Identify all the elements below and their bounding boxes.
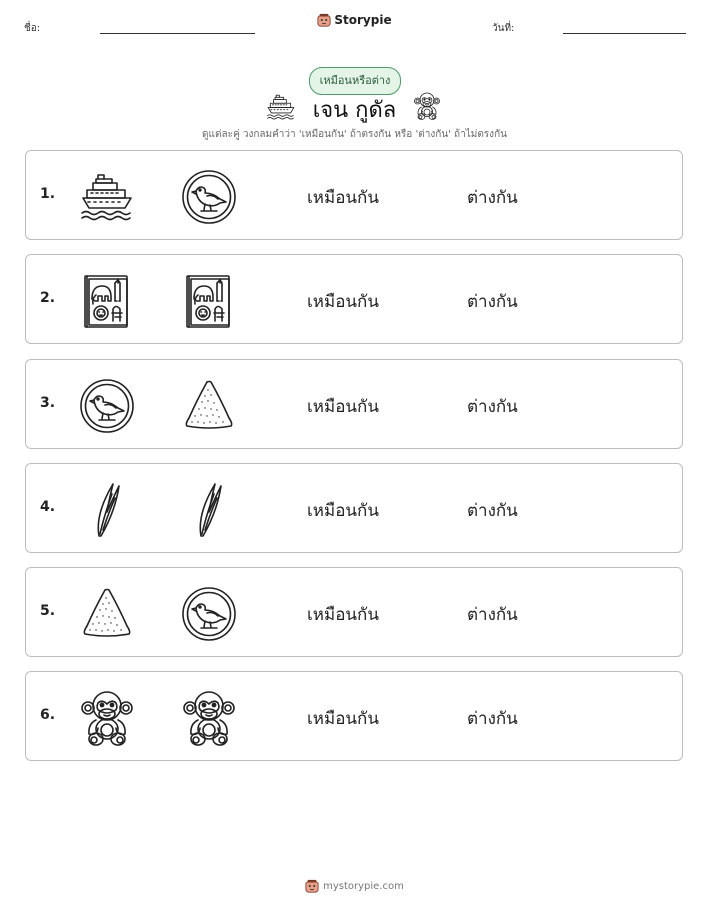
same-option[interactable]: เหมือนกัน: [307, 501, 379, 521]
leaf-icon: [79, 482, 135, 538]
name-label: ชื่อ:: [24, 23, 41, 34]
instructions: ดูแต่ละคู่ วงกลมคำว่า 'เหมือนกัน' ถ้าตรงกัน หรือ 'ต่างกัน' ถ้าไม่ตรงกัน: [202, 129, 507, 140]
question-number: 2.: [40, 290, 56, 306]
bird-coin-icon: [181, 586, 237, 642]
different-option[interactable]: ต่างกัน: [467, 292, 518, 312]
question-row: [25, 150, 683, 240]
name-line[interactable]: [100, 33, 255, 34]
same-option[interactable]: เหมือนกัน: [307, 397, 379, 417]
monkey-toy-icon: [79, 690, 135, 746]
question-number: 5.: [40, 603, 56, 619]
question-number: 1.: [40, 186, 56, 202]
page-title: เจน กูดัล: [312, 98, 397, 123]
question-row: [25, 254, 683, 344]
ship-icon: [79, 169, 135, 225]
question-row: [25, 567, 683, 657]
different-option[interactable]: ต่างกัน: [467, 501, 518, 521]
date-label: วันที่:: [492, 23, 515, 34]
leaf-icon: [181, 482, 237, 538]
different-option[interactable]: ต่างกัน: [467, 709, 518, 729]
different-option[interactable]: ต่างกัน: [467, 605, 518, 625]
bird-coin-icon: [79, 378, 135, 434]
different-option[interactable]: ต่างกัน: [467, 188, 518, 208]
animal-book-icon: [79, 273, 135, 329]
same-option[interactable]: เหมือนกัน: [307, 709, 379, 729]
question-number: 4.: [40, 499, 56, 515]
monkey-toy-icon: [413, 92, 441, 120]
activity-badge: เหมือนหรือต่าง: [309, 67, 401, 95]
same-option[interactable]: เหมือนกัน: [307, 188, 379, 208]
animal-book-icon: [181, 273, 237, 329]
brand-logo: [0, 13, 709, 27]
question-number: 3.: [40, 395, 56, 411]
monkey-toy-icon: [181, 690, 237, 746]
footer: [0, 879, 709, 893]
same-option[interactable]: เหมือนกัน: [307, 605, 379, 625]
question-row: [25, 359, 683, 449]
question-row: [25, 463, 683, 553]
date-line[interactable]: [563, 33, 686, 34]
storypie-logo-icon: [305, 879, 319, 893]
question-row: [25, 671, 683, 761]
sand-pile-icon: [79, 586, 135, 642]
same-option[interactable]: เหมือนกัน: [307, 292, 379, 312]
footer-url: mystorypie.com: [323, 880, 404, 892]
question-number: 6.: [40, 707, 56, 723]
brand-name: Storypie: [334, 13, 392, 27]
different-option[interactable]: ต่างกัน: [467, 397, 518, 417]
sand-pile-icon: [181, 378, 237, 434]
storypie-logo-icon: [317, 13, 331, 27]
bird-coin-icon: [181, 169, 237, 225]
